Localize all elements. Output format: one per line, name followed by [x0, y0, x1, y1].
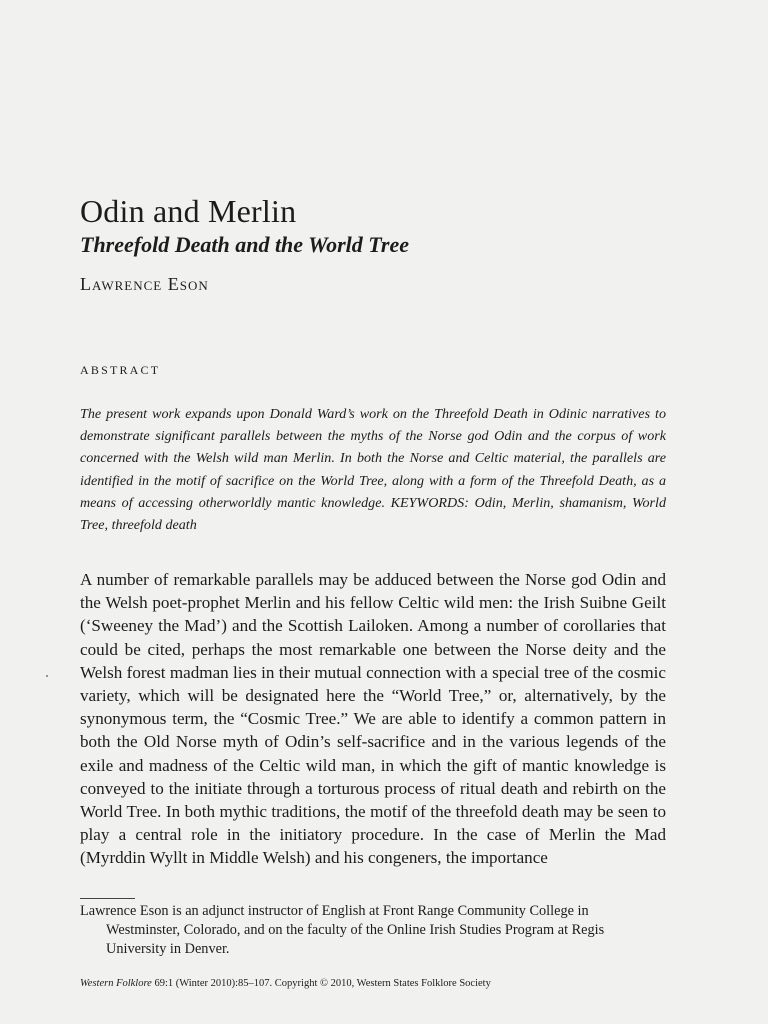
- author-footnote: Lawrence Eson is an adjunct instructor of English at Front Range Community College in Westminster, Colorado, and on the faculty of the Online Irish Studies Program at Regis University in Denver.: [80, 903, 605, 957]
- article-title: Odin and Merlin: [80, 193, 297, 229]
- journal-name: Western Folklore: [80, 978, 152, 989]
- journal-citation: [80, 977, 491, 991]
- footnote-divider: [80, 898, 135, 899]
- citation-details: 69:1 (Winter 2010):85–107. Copyright © 2010, Western States Folklore Society: [151, 978, 491, 989]
- abstract-heading: ABSTRACT: [80, 363, 161, 377]
- margin-speck: [46, 675, 48, 677]
- article-author: Lawrence Eson: [80, 274, 209, 294]
- body-paragraph: A number of remarkable parallels may be adduced between the Norse god Odin and the Welsh poet-prophet Merlin and his fellow Celtic wild men: the Irish Suibne Geilt (‘Sweeney the Mad’) and the Scottish Lailoken. Among a number of corollaries that could be cited, perhaps the most remarkable one between the Norse deity and the Welsh forest madman lies in their mutual connection with a special tree of the cosmic variety, which will be designated here the “World Tree,” or, alternatively, by the synonymous term, the “Cosmic Tree.” We are able to identify a common pattern in both the Old Norse myth of Odin’s self-sacrifice and in the various legends of the exile and madness of the Celtic wild man, in which the gift of mantic knowledge is conveyed to the initiate through a torturous process of ritual death and rebirth on the World Tree. In both mythic traditions, the motif of the threefold death may be seen to play a central role in the initiatory procedure. In the case of Merlin the Mad (Myrddin Wyllt in Middle Welsh) and his congeners, the importance: [80, 570, 666, 868]
- abstract-text: The present work expands upon Donald Ward’s work on the Threefold Death in Odinic narratives to demonstrate significant parallels between the myths of the Norse god Odin and the corpus of work concerned with the Welsh wild man Merlin. In both the Norse and Celtic material, the parallels are identified in the motif of sacrifice on the World Tree, along with a form of the Threefold Death, as a means of accessing otherworldly mantic knowledge. KEYWORDS: Odin, Merlin, shamanism, World Tree, threefold death: [80, 406, 666, 534]
- article-subtitle: Threefold Death and the World Tree: [80, 232, 409, 257]
